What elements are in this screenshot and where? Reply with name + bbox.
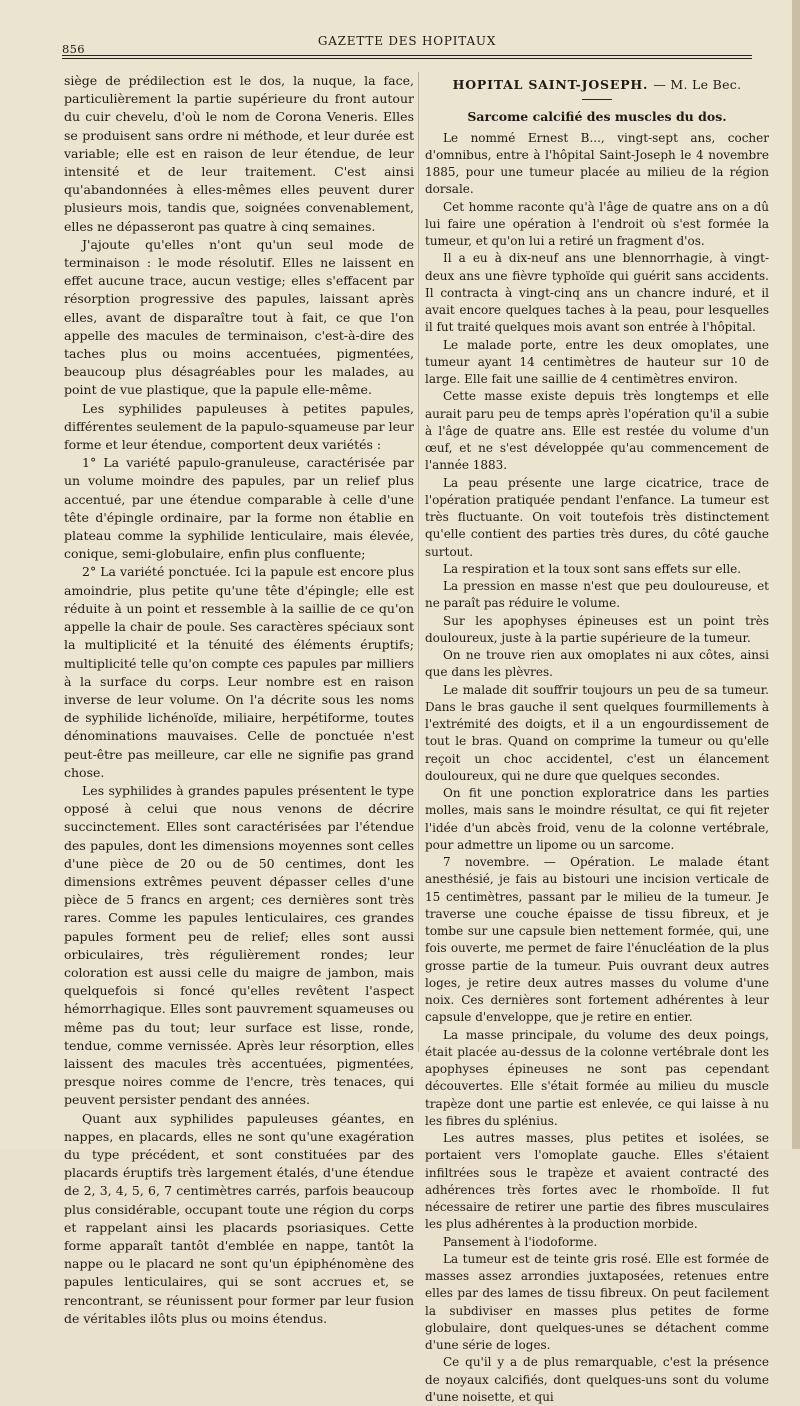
column-divider [418,72,419,1052]
section-title [425,76,769,93]
paragraph: Pansement à l'iodoforme. [443,1234,598,1249]
header-rule [62,55,752,56]
paragraph: Il a eu à dix-neuf ans une blennorrhagie, à vingt-deux ans une fièvre typhoïde qui guérit sans accidents. Il contracta à vingt-cinq ans un chancre induré, et il avait encore quelques taches à la peau, pour lesquelles il fut traité quelques mois avant son entrée à l'hôpital. [425,251,769,335]
page-number: 856 [62,42,85,56]
paragraph: La masse principale, du volume des deux poings, était placée au-dessus de la colonne vertébrale dont les apophyses épineuses ne sont pas cependant découvertes. Elle s'était formée au milieu du muscle trapèze dont une partie est enlevée, ce qui laisse à nu les fibres du splénius. [425,1027,769,1128]
paragraph: Quant aux syphilides papuleuses géantes, en nappes, en placards, elles ne sont qu'une exagération du type précédent, et sont constituées par des placards éruptifs très largement étalés, d'une étendue de 2, 3, 4, 5, 6, 7 centimètres carrés, parfois beaucoup plus considérable, occupant toute une région du corps et rappelant ainsi les placards psoriasiques. Cette forme apparaît tantôt d'emblée en nappe, tantôt la nappe ou le placard ne sont qu'un épiphénomène des papules lenticulaires, qui se sont accrues et, se rencontrant, se réunissent pour former par leur fusion de véritables ilôts plus ou moins étendus. [64,1110,414,1326]
paragraph: Le malade dit souffrir toujours un peu de sa tumeur. Dans le bras gauche il sent quelques fourmillements à l'extrémité des doigts, et il a un engourdissement de tout le bras. Quand on comprime la tumeur ou qu'elle reçoit un choc accidentel, c'est un élancement douloureux, qui ne dure que quelques secondes. [425,682,769,783]
paragraph: Sur les apophyses épineuses est un point très douloureux, juste à la partie supérieure de la tumeur. [425,613,769,645]
paragraph: Le malade porte, entre les deux omoplates, une tumeur ayant 14 centimètres de hauteur sur 10 de large. Elle fait une saillie de 4 centimètres environ. [425,337,769,386]
right-column [425,72,769,1406]
left-column [64,72,414,1328]
paragraph: Cette masse existe depuis très longtemps et elle aurait paru peu de temps après l'opération qu'il a subie à l'âge de quatre ans. Elle est restée du volume d'un œuf, et ne s'est développée qu'au commencement de l'année 1883. [425,389,769,473]
paragraph: La tumeur est de teinte gris rosé. Elle est formée de masses assez arrondies juxtaposées, retenues entre elles par des lames de tissu fibreux. On peut facilement la subdiviser en masses plus petites de forme globulaire, dont quelques-unes se détachent comme d'une série de loges. [425,1251,769,1352]
paragraph: La pression en masse n'est que peu douloureuse, et ne paraît pas réduire le volume. [425,579,769,611]
journal-title: GAZETTE DES HOPITAUX [317,34,497,48]
paragraph: La respiration et la toux sont sans effets sur elle. [443,561,742,576]
paragraph: Ce qu'il y a de plus remarquable, c'est la présence de noyaux calcifiés, dont quelques-uns sont du volume d'une noisette, et qui [425,1355,769,1404]
paragraph: Les syphilides papuleuses à petites papules, différentes seulement de la papulo-squameuse par leur forme et leur étendue, comportent deux variétés : [64,400,414,453]
paragraph: 7 novembre. — Opération. Le malade étant anesthésié, je fais au bistouri une incision verticale de 15 centimètres, passant par le milieu de la tumeur. Je traverse une couche épaisse de tissu fibreux, et je tombe sur une capsule bien nettement formée, qui, une fois ouverte, me permet de faire l'énucléation de la plus grosse partie de la tumeur. Puis ouvrant deux autres loges, je retire deux autres masses du volume d'une noix. Ces dernières sont fortement adhérentes à leur capsule d'enveloppe, que je retire en entier. [425,855,769,1025]
paragraph: On fit une ponction exploratrice dans les parties molles, mais sans le moindre résultat, ce qui fit rejeter l'idée d'un abcès froid, venu de la colonne vertébrale, pour admettre un lipome ou un sarcome. [425,786,769,852]
page-header [62,30,752,56]
paragraph: 1° La variété papulo-granuleuse, caractérisée par un volume moindre des papules, par un relief plus accentué, par une étendue comparable à celle d'une tête d'épingle ordinaire, par la forme non établie en plateau comme la syphilide lenticulaire, mais élevée, conique, semi-globulaire, enfin plus confluente; [64,455,414,562]
paragraph: On ne trouve rien aux omoplates ni aux côtes, ainsi que dans les plèvres. [425,648,769,680]
header-rule-double [62,58,752,59]
paragraph: 2° La variété ponctuée. Ici la papule est encore plus amoindrie, plus petite qu'une tête d'épingle; elle est réduite à un point et ressemble à la saillie de ce qu'on appelle la chair de poule. Ses caractères spéciaux sont la multiplicité et la ténuité des éléments éruptifs; multiplicité telle qu'on compte ces papules par milliers à la surface du corps. Leur nombre est en raison inverse de leur volume. On l'a décrite sous les noms de syphilide lichénoïde, miliaire, herpétiforme, toutes dénominations mauvaises. Celle de ponctuée n'est peut-être pas meilleure, car elle ne signifie pas grand chose. [64,564,414,780]
paragraph: Les syphilides à grandes papules présentent le type opposé à celui que nous venons de décrire succinctement. Elles sont caractérisées par l'étendue des papules, dont les dimensions moyennes sont celles d'une pièce de 20 ou de 50 centimes, dont les dimensions extrêmes peuvent dépasser celles d'une pièce de 5 francs en argent; ces dernières sont très rares. Comme les papules lenticulaires, ces grandes papules forment peu de relief; elles sont aussi orbiculaires, très régulièrement rondes; leur coloration est aussi celle du maigre de jambon, mais quelquefois si foncé qu'elles revêtent l'aspect hémorrhagique. Elles sont pauvrement squameuses ou même pas du tout; leur surface est lisse, ronde, tendue, comme vernissée. Après leur résorption, elles laissent des macules très accentuées, pigmentées, presque noires comme de l'encre, très tenaces, qui peuvent persister pendant des années. [64,782,414,1108]
paragraph: siège de prédilection est le dos, la nuque, la face, particulièrement la partie supérieure du front autour du cuir chevelu, d'où le nom de Corona Veneris. Elles se produisent sans ordre ni méthode, et leur durée est variable; elle est en raison de leur étendue, de leur intensité et de leur traitement. C'est ainsi qu'abandonnées à elles-mêmes elles peuvent durer plusieurs mois, tandis que, soignées convenablement, elles ne dépasseront pas quatre à cinq semaines. [64,73,414,234]
section-rule [582,99,612,100]
paragraph: Les autres masses, plus petites et isolées, se portaient vers l'omoplate gauche. Elles s'étaient infiltrées sous le trapèze et avaient contracté des adhérences très fortes avec le rhomboïde. Il fut nécessaire de retirer une partie des fibres musculaires les plus adhérentes à la production morbide. [425,1131,769,1232]
page-edge [792,0,800,1149]
paragraph: J'ajoute qu'elles n'ont qu'un seul mode de terminaison : le mode résolutif. Elles ne laissent en effet aucune trace, aucun vestige; elles s'effacent par résorption progressive des papules, laissant après elles, avant de disparaître tout à fait, ce que l'on appelle des macules de terminaison, c'est-à-dire des taches plus ou moins accentuées, pigmentées, beaucoup plus désagréables pour les malades, au point de vue plastique, que la papule elle-même. [64,236,414,398]
paragraph: Cet homme raconte qu'à l'âge de quatre ans on a dû lui faire une opération à l'endroit où s'est formée la tumeur, et qu'on lui a retiré un fragment d'os. [425,199,769,248]
paragraph: Le nommé Ernest B..., vingt-sept ans, cocher d'omnibus, entre à l'hôpital Saint-Joseph le 4 novembre 1885, pour une tumeur placée au milieu de la région dorsale. [425,130,769,197]
paragraph: La peau présente une large cicatrice, trace de l'opération pratiquée pendant l'enfance. La tumeur est très fluctuante. On voit toutefois très distinctement qu'elle contient des parties très dures, du côté gauche surtout. [425,475,769,559]
hospital-name: HOPITAL SAINT-JOSEPH. [452,77,649,92]
case-title: Sarcome calcifié des muscles du dos. [467,109,727,125]
section-author: — M. Le Bec. [653,77,742,92]
